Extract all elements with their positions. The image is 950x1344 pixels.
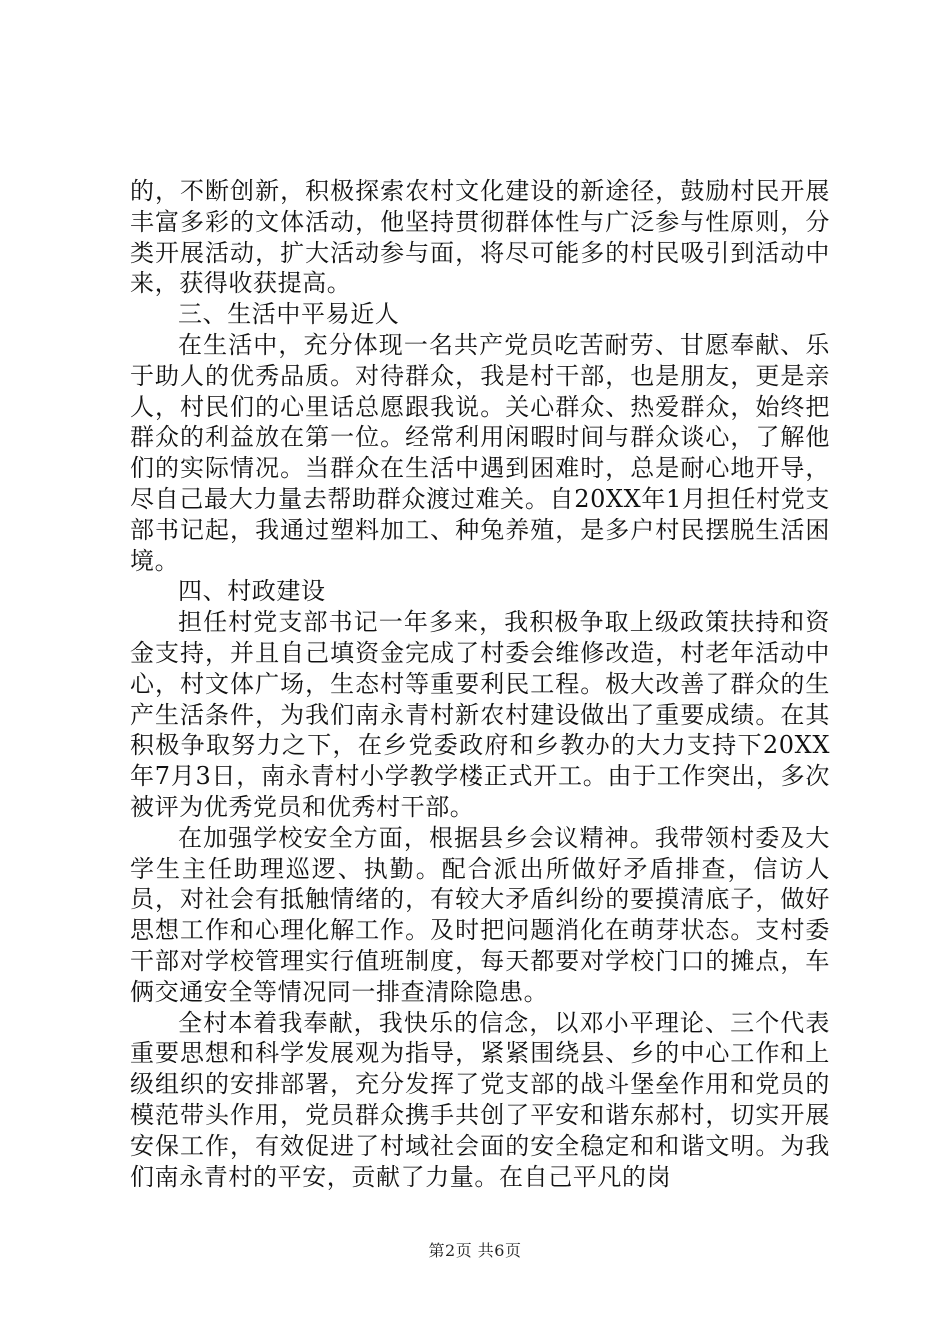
document-body: [130, 176, 830, 1192]
paragraph-continuation: 的，不断创新，积极探索农村文化建设的新途径，鼓励村民开展丰富多彩的文体活动，他坚持贯彻群体性与广泛参与性原则，分类开展活动，扩大活动参与面，将尽可能多的村民吸引到活动中来，获得收获提高。: [130, 177, 830, 298]
section-heading-4: 四、村政建设: [178, 577, 326, 606]
page-number-footer: 第2页 共6页: [428, 1241, 522, 1260]
paragraph-village-construction: 担任村党支部书记一年多来，我积极争取上级政策扶持和资金支持，并且自己填资金完成了村委会维修改造，村老年活动中心，村文体广场，生态村等重要利民工程。极大改善了群众的生产生活条件，为我们南永青村新农村建设做出了重要成绩。在其积极争取努力之下，在乡党委政府和乡教办的大力支持下20XX年7月3日，南永青村小学教学楼正式开工。由于工作突出，多次被评为优秀党员和优秀村干部。: [130, 608, 830, 821]
paragraph-school-safety: 在加强学校安全方面，根据县乡会议精神。我带领村委及大学生主任助理巡逻、执勤。配合派出所做好矛盾排查，信访人员，对社会有抵触情绪的，有较大矛盾纠纷的要摸清底子，做好思想工作和心理化解工作。及时把问题消化在萌芽状态。支村委干部对学校管理实行值班制度，每天都要对学校门口的摊点，车俩交通安全等情况同一排查清除隐患。: [130, 823, 830, 1006]
paragraph-village-dedication: 全村本着我奉献，我快乐的信念，以邓小平理论、三个代表重要思想和科学发展观为指导，紧紧围绕县、乡的中心工作和上级组织的安排部署，充分发挥了党支部的战斗堡垒作用和党员的模范带头作用，党员群众携手共创了平安和谐东郝村，切实开展安保工作，有效促进了村域社会面的安全稳定和和谐文明。为我们南永青村的平安，贡献了力量。在自己平凡的岗: [130, 1008, 830, 1191]
section-heading-3: 三、生活中平易近人: [178, 300, 400, 329]
paragraph-life: 在生活中，充分体现一名共产党员吃苦耐劳、甘愿奉献、乐于助人的优秀品质。对待群众，我是村干部，也是朋友，更是亲人，村民们的心里话总愿跟我说。关心群众、热爱群众，始终把群众的利益放在第一位。经常利用闲暇时间与群众谈心，了解他们的实际情况。当群众在生活中遇到困难时，总是耐心地开导，尽自己最大力量去帮助群众渡过难关。自20XX年1月担任村党支部书记起，我通过塑料加工、种兔养殖，是多户村民摆脱生活困境。: [130, 330, 830, 575]
